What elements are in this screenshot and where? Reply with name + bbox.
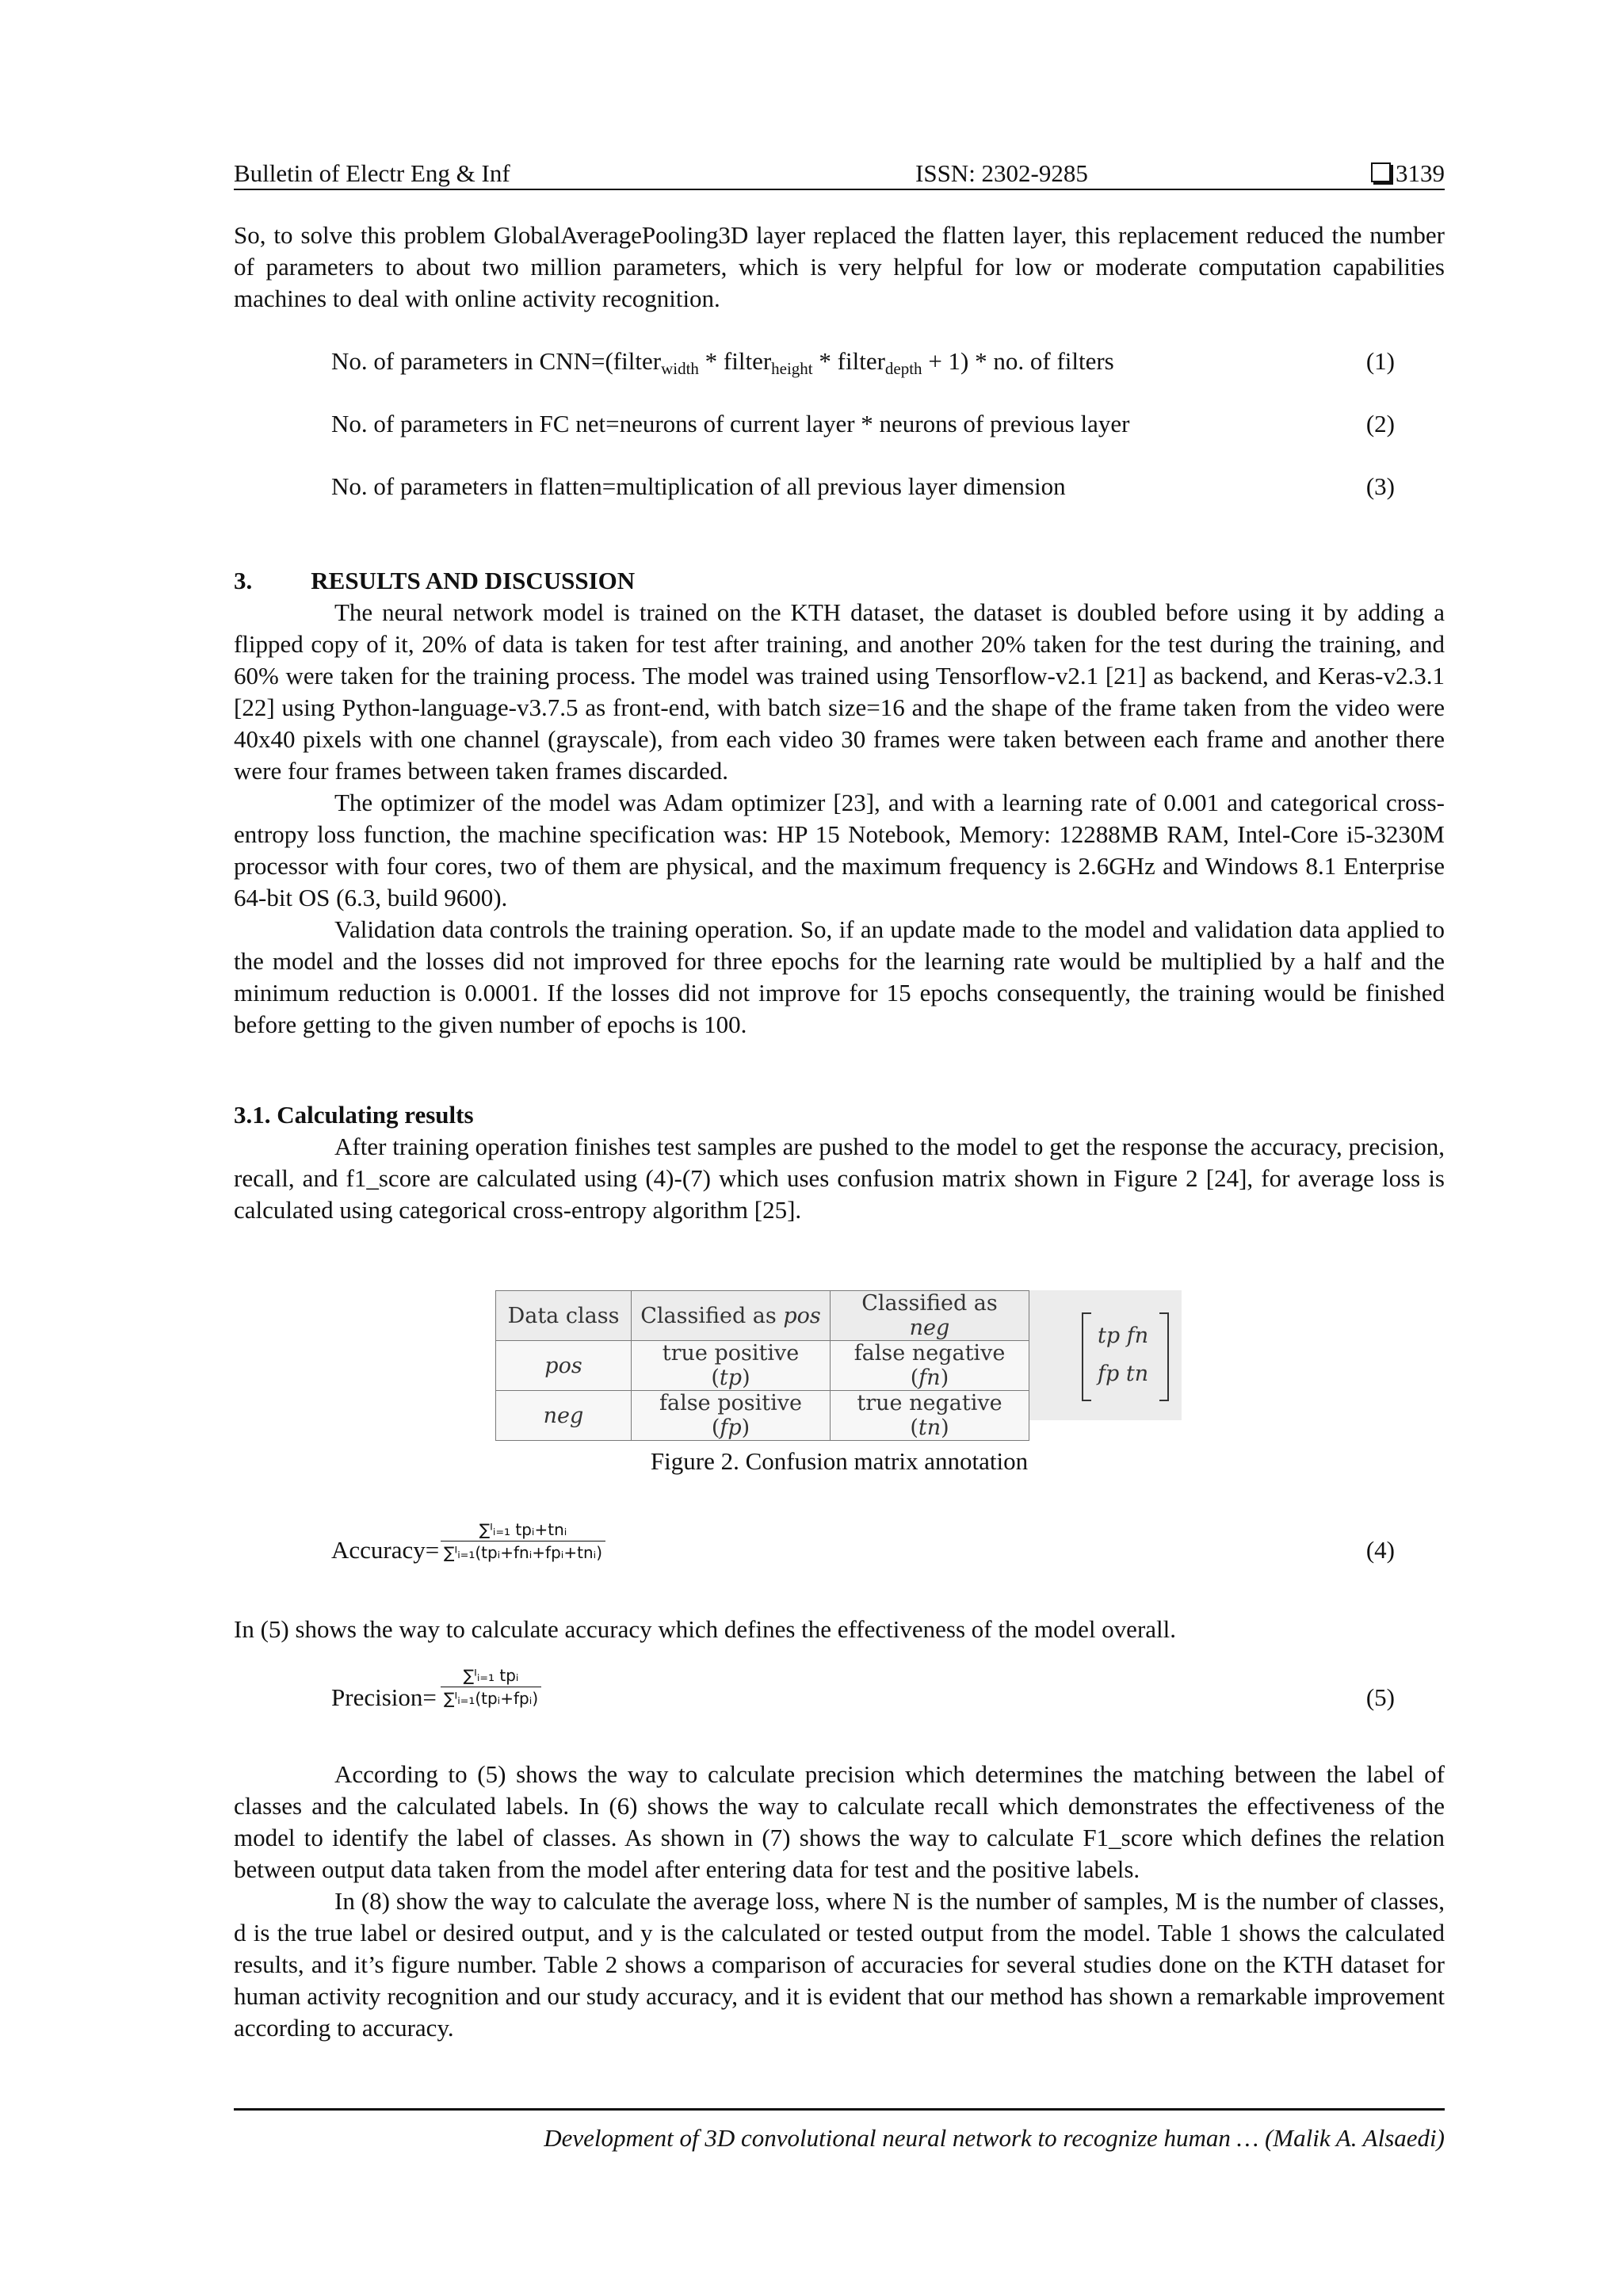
equation-4-denominator: ∑ᴵᵢ₌₁(tpᵢ+fnᵢ+fpᵢ+tnᵢ) <box>441 1541 605 1562</box>
subsection-3-1-heading: 3.1. Calculating results <box>234 1101 474 1129</box>
page-number-value: 3139 <box>1396 159 1445 187</box>
paragraph-text: Validation data controls the training operation. So, if an update made to the model and validation data applied to the model and the losses did not improved for three epochs for the learning rate would be multiplied by a half and the minimum reduction is 0.0001. If the losses did not improve for 15 epochs consequently, the training would be finished before getting to the given number of epochs is 100. <box>234 915 1445 1038</box>
eq1-sub-width: width <box>661 359 699 378</box>
equation-3-body: No. of parameters in flatten=multiplication of all previous layer dimension <box>331 472 1066 500</box>
figure-2-caption: Figure 2. Confusion matrix annotation <box>650 1447 1029 1475</box>
header-text: Classified as <box>861 1291 998 1316</box>
equation-3-number: (3) <box>1365 472 1395 500</box>
equation-5-fraction <box>441 1666 541 1708</box>
page-footer: Development of 3D convolutional neural network to recognize human … (Malik A. Alsaedi) <box>544 2124 1445 2152</box>
equation-5-number: (5) <box>1365 1683 1395 1711</box>
cell-italic: tn <box>918 1415 941 1440</box>
confusion-table <box>495 1290 1029 1441</box>
cell-text: true negative ( <box>857 1391 1002 1440</box>
header-italic: neg <box>909 1316 950 1340</box>
equation-5-lhs: Precision= <box>331 1683 437 1711</box>
equation-3 <box>331 471 1395 502</box>
page-header <box>234 155 1445 192</box>
matrix-notation <box>1082 1312 1169 1400</box>
left-bracket <box>1082 1312 1091 1401</box>
section-number: 3. <box>234 567 253 594</box>
matrix-row-2: fp tn <box>1098 1362 1149 1386</box>
paragraph-text: So, to solve this problem GlobalAveragePooling3D layer replaced the flatten layer, this replacement reduced the number of parameters to about two million parameters, which is very helpful for low or moderate computation capabilities machines to deal with online activity recognition. <box>234 221 1445 312</box>
table-cell: false positive (fp) <box>632 1391 831 1441</box>
box-icon <box>1371 162 1391 182</box>
equation-5-denominator: ∑ᴵᵢ₌₁(tpᵢ+fpᵢ) <box>441 1687 541 1708</box>
cell-italic: fn <box>918 1366 941 1390</box>
table-header-cell <box>831 1291 1029 1341</box>
equation-4-fraction <box>441 1520 605 1562</box>
equation-2-number: (2) <box>1365 410 1395 437</box>
equation-5-numerator: ∑ᴵᵢ₌₁ tpᵢ <box>463 1666 519 1685</box>
table-row <box>496 1341 1029 1391</box>
row-label: neg <box>543 1403 584 1428</box>
eq1-mid2: * filter <box>812 347 885 375</box>
cell-italic: tp <box>719 1366 743 1390</box>
eq1-suffix: + 1) * no. of filters <box>922 347 1114 375</box>
header-text: Classified as <box>640 1303 784 1328</box>
table-header-cell <box>632 1291 831 1341</box>
closing-body <box>234 1759 1445 2044</box>
right-bracket <box>1159 1312 1169 1401</box>
paragraph-text: The optimizer of the model was Adam optimizer [23], and with a learning rate of 0.001 and categorical cross-entropy loss function, the machine specification was: HP 15 Notebook, Memory: 12288MB RAM, Intel-Core i5-3230M processor with four cores, two of them are physical, and the maximum frequency is 2.6GHz and Windows 8.1 Enterprise 64-bit OS (6.3, build 9600). <box>234 789 1445 911</box>
equation-4-lhs: Accuracy= <box>331 1536 440 1564</box>
table-cell: true positive (tp) <box>632 1341 831 1391</box>
table-header-row <box>496 1291 1029 1341</box>
matrix-row-1: tp fn <box>1098 1324 1149 1348</box>
equation-2 <box>331 408 1395 440</box>
table-cell: true negative (tn) <box>831 1391 1029 1441</box>
paragraph-text: After training operation finishes test samples are pushed to the model to get the response the accuracy, precision, recall, and f1_score are calculated using (4)-(7) which uses confusion matrix shown in Figure 2 [24], for average loss is calculated using categorical cross-entropy algorithm [25]. <box>234 1133 1445 1224</box>
equation-4-number: (4) <box>1365 1536 1395 1564</box>
header-italic: pos <box>783 1303 821 1328</box>
footer-rule <box>234 2108 1445 2111</box>
paragraph-text: In (8) show the way to calculate the average loss, where N is the number of samples, M is the number of classes, d is the true label or desired output, and y is the calculated or tested output from the model. Table 1 shows the calculated results, and it’s figure number. Table 2 shows a comparison of accuracies for several studies done on the KTH dataset for human activity recognition and our study accuracy, and it is evident that our method has shown a remarkable improvement according to accuracy. <box>234 1887 1445 2042</box>
table-header-cell: Data class <box>496 1291 632 1341</box>
eq1-mid1: * filter <box>698 347 772 375</box>
section-title: RESULTS AND DISCUSSION <box>311 567 636 594</box>
cell-text: false positive ( <box>659 1391 802 1440</box>
eq4-explanation <box>234 1614 1445 1645</box>
equation-1 <box>331 346 1395 377</box>
paragraph-text: The neural network model is trained on the KTH dataset, the dataset is doubled before using it by adding a flipped copy of it, 20% of data is taken for test after training, and another 20% taken for the test during the training, and 60% were taken for the training process. The model was trained using Tensorflow-v2.1 [21] as backend, and Keras-v2.3.1 [22] using Python-language-v3.7.5 as front-end, with batch size=16 and the shape of the frame taken from the video were 40x40 pixels with one channel (grayscale), from each video 30 frames were taken between each frame and another there were four frames between taken frames discarded. <box>234 598 1445 785</box>
equation-2-body: No. of parameters in FC net=neurons of current layer * neurons of previous layer <box>331 410 1130 437</box>
header-rule <box>234 189 1445 190</box>
eq1-prefix: No. of parameters in CNN=(filter <box>331 347 662 375</box>
subsection-3-1-body <box>234 1131 1445 1226</box>
issn: ISSN: 2302-9285 <box>915 159 1088 187</box>
journal-name: Bulletin of Electr Eng & Inf <box>234 159 510 187</box>
intro-paragraph <box>234 220 1445 315</box>
paragraph-text: In (5) shows the way to calculate accuracy which defines the effectiveness of the model overall. <box>234 1615 1177 1643</box>
table-cell: false negative (fn) <box>831 1341 1029 1391</box>
confusion-matrix-figure <box>495 1290 1182 1440</box>
equation-4 <box>331 1520 1395 1584</box>
table-cell <box>496 1341 632 1391</box>
cell-text: true positive ( <box>662 1341 800 1390</box>
cell-text: false negative ( <box>854 1341 1006 1390</box>
paragraph-text: According to (5) shows the way to calculate precision which determines the matching between the label of classes and the calculated labels. In (6) shows the way to calculate recall which demonstrates the effectiveness of the model to identify the label of classes. As shown in (7) shows the way to calculate F1_score which defines the relation between output data taken from the model after entering data for test and the positive labels. <box>234 1760 1445 1883</box>
page-number <box>1371 155 1445 192</box>
cell-italic: fp <box>720 1415 742 1440</box>
table-cell <box>496 1391 632 1441</box>
equation-4-numerator: ∑ᴵᵢ₌₁ tpᵢ+tnᵢ <box>479 1520 567 1539</box>
equation-1-body <box>331 347 1114 378</box>
row-label: pos <box>544 1353 582 1378</box>
eq1-sub-depth: depth <box>884 359 922 378</box>
equation-5 <box>331 1666 1395 1729</box>
section-3-heading <box>234 565 635 597</box>
equation-1-number: (1) <box>1365 347 1395 375</box>
eq1-sub-height: height <box>771 359 813 378</box>
section-3-body <box>234 597 1445 1041</box>
table-row <box>496 1391 1029 1441</box>
